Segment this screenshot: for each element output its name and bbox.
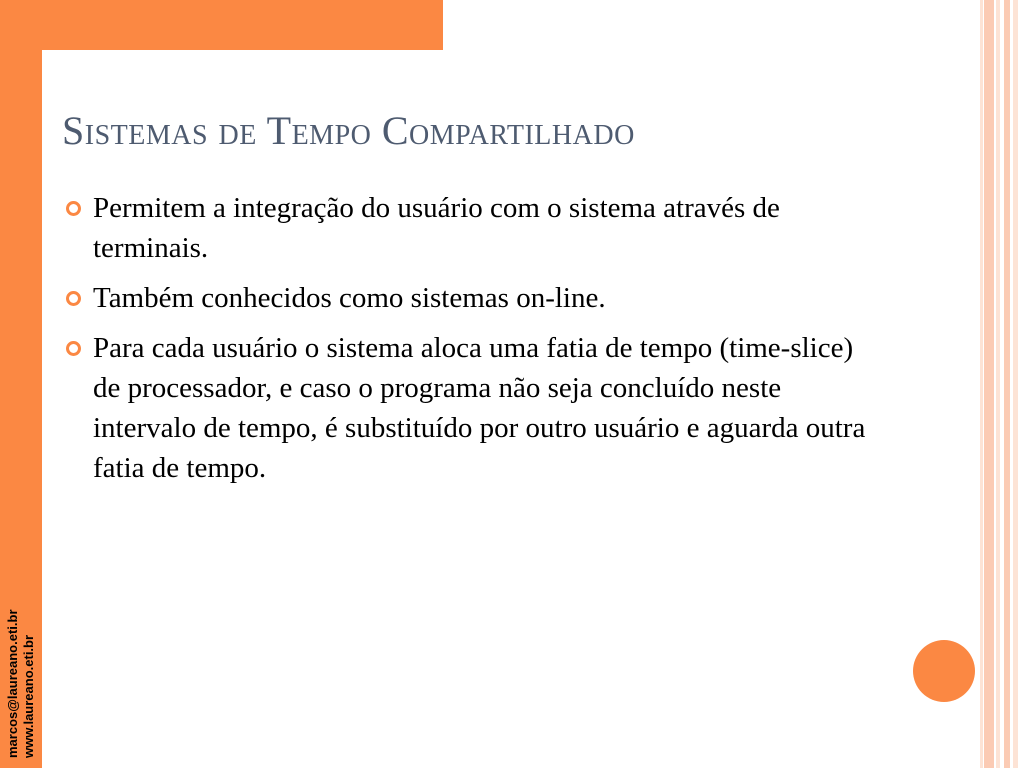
bullet-text: Para cada usuário o sistema aloca uma fatia de tempo (time-slice) de processador, e caso o programa não seja concluído neste intervalo de tempo, é substituído por outro usuário e aguarda outra fatia de tempo.	[93, 332, 866, 484]
circle-bullet-icon	[66, 341, 81, 356]
sidebar-email: marcos@laureano.eti.br	[5, 609, 20, 758]
sidebar-website: www.laureano.eti.br	[21, 634, 36, 758]
sidebar-contact-text	[5, 609, 37, 758]
circle-bullet-icon	[66, 201, 81, 216]
right-stripe	[1004, 0, 1010, 768]
right-stripe	[996, 0, 1000, 768]
bullet-text: Também conhecidos como sistemas on-line.	[93, 282, 606, 314]
slide-title: Sistemas de Tempo Compartilhado	[62, 108, 635, 153]
bullet-text: Permitem a integração do usuário com o sistema através de terminais.	[93, 192, 780, 264]
right-stripe	[980, 0, 983, 768]
right-stripe	[1013, 0, 1018, 768]
bullet-list	[62, 188, 882, 498]
bullet-item	[62, 188, 882, 268]
orange-circle-decoration	[913, 640, 975, 702]
right-stripe	[984, 0, 994, 768]
bullet-item	[62, 328, 882, 488]
circle-bullet-icon	[66, 291, 81, 306]
top-accent-bar	[42, 0, 443, 50]
bullet-item	[62, 278, 882, 318]
